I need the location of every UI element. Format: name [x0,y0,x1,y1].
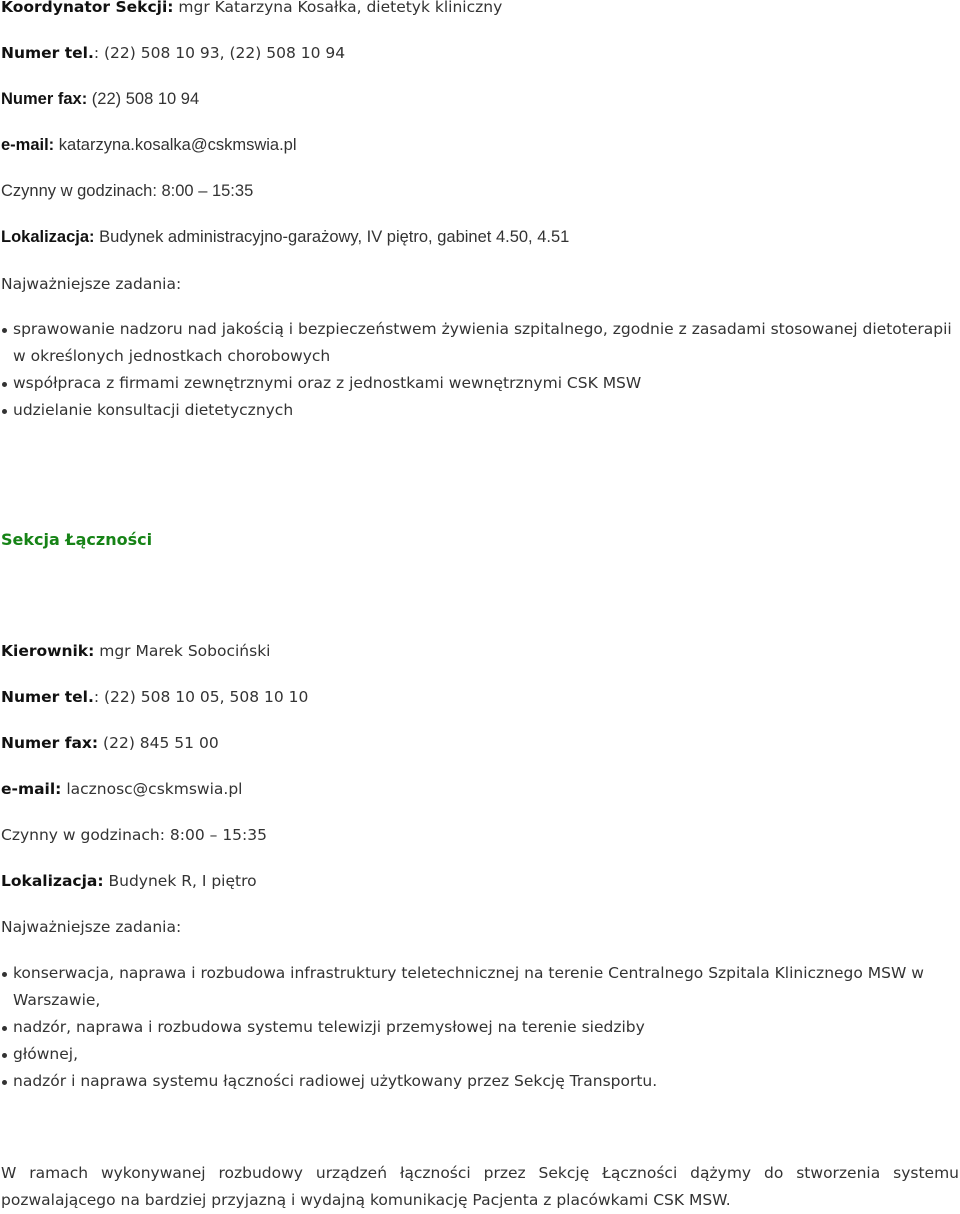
fax-label: Numer fax: [1,90,88,108]
tasks-list [0,960,958,1095]
fax-label: Numer fax: [1,734,99,752]
location-line [1,227,569,247]
email-line [1,779,243,799]
location-label: Lokalizacja: [1,228,95,246]
manager-line [1,641,270,661]
tasks-list [0,316,958,424]
list-item: nadzór i naprawa systemu łączności radiowej użytkowany przez Sekcję Transportu. [0,1068,958,1095]
coordinator-line [1,0,502,17]
closing-line-2: pozwalającego na bardziej przyjazną i wydajną komunikację Pacjenta z placówkami CSK MSW. [1,1191,731,1209]
section-title: Sekcja Łączności [1,530,153,549]
phone-value: : (22) 508 10 05, 508 10 10 [93,688,309,706]
manager-value: mgr Marek Sobociński [94,642,271,660]
hours-text: Czynny w godzinach: 8:00 – 15:35 [1,182,254,200]
hours-text: Czynny w godzinach: 8:00 – 15:35 [1,826,267,844]
location-label: Lokalizacja: [1,872,104,890]
closing-paragraph [1,1160,959,1214]
list-item: konserwacja, naprawa i rozbudowa infrastruktury teletechnicznej na terenie Centralnego Szpitala Klinicznego MSW w Warszawie, [0,960,958,1014]
fax-value: (22) 845 51 00 [98,734,219,752]
manager-label: Kierownik: [1,642,95,660]
fax-value: (22) 508 10 94 [87,90,200,108]
email-label: e-mail: [1,136,55,154]
phone-line [1,43,345,63]
coordinator-label: Koordynator Sekcji: [1,0,174,16]
tasks-heading: Najważniejsze zadania: [1,275,182,293]
phone-label: Numer tel. [1,688,94,706]
coordinator-value: mgr Katarzyna Kosałka, dietetyk kliniczny [173,0,503,16]
phone-value: : (22) 508 10 93, (22) 508 10 94 [93,44,346,62]
email-value[interactable]: katarzyna.kosalka@cskmswia.pl [54,136,297,154]
list-item: głównej, [0,1041,958,1068]
list-item: nadzór, naprawa i rozbudowa systemu telewizji przemysłowej na terenie siedziby [0,1014,958,1041]
email-label: e-mail: [1,780,62,798]
fax-line [1,733,219,753]
closing-line-1: W ramach wykonywanej rozbudowy urządzeń łączności przez Sekcję Łączności dążymy do stworzenia systemu [1,1164,959,1182]
fax-line [1,89,199,109]
list-item: sprawowanie nadzoru nad jakością i bezpieczeństwem żywienia szpitalnego, zgodnie z zasadami stosowanej dietoterapii w określonych jednostkach chorobowych [0,316,958,370]
email-value[interactable]: lacznosc@cskmswia.pl [61,780,243,798]
location-value: Budynek R, I piętro [103,872,257,890]
phone-label: Numer tel. [1,44,94,62]
tasks-heading: Najważniejsze zadania: [1,918,182,936]
list-item: udzielanie konsultacji dietetycznych [0,397,958,424]
email-line [1,135,297,155]
location-line [1,871,257,891]
list-item: współpraca z firmami zewnętrznymi oraz z jednostkami wewnętrznymi CSK MSW [0,370,958,397]
phone-line [1,687,308,707]
location-value: Budynek administracyjno-garażowy, IV piętro, gabinet 4.50, 4.51 [94,228,570,246]
